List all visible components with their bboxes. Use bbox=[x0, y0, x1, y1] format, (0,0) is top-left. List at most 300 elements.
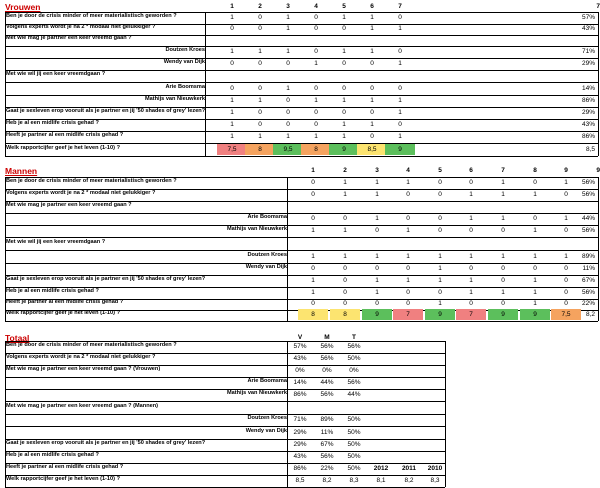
mannen-cell: 1 bbox=[501, 253, 505, 260]
mannen-cell bbox=[456, 238, 486, 249]
mannen-cell: 1 bbox=[533, 227, 537, 234]
mannen-cell bbox=[393, 201, 423, 212]
totaal-cell: 43% bbox=[293, 453, 307, 460]
vrouwen-row-label: Welk rapportcijfer geef je het leven (1-10) ? bbox=[6, 145, 120, 151]
vrouwen-col-header: 3 bbox=[286, 3, 290, 10]
vrouwen-row-label: Met wie mag je partner een keer vreemd gaan ? bbox=[6, 35, 132, 41]
mannen-cell: 1 bbox=[311, 227, 315, 234]
mannen-cell: 1 bbox=[564, 179, 568, 186]
mannen-cell: 0 bbox=[375, 265, 379, 272]
vrouwen-cell: 0 bbox=[286, 97, 290, 104]
mannen-cell: 0 bbox=[375, 227, 379, 234]
vrouwen-cell: 1 bbox=[342, 14, 346, 21]
mannen-col-header: 8 bbox=[533, 167, 537, 174]
mannen-cell: 9 bbox=[362, 309, 392, 320]
mannen-cell: 0 bbox=[501, 227, 505, 234]
vrouwen-col-header: 2 bbox=[258, 3, 262, 10]
vrouwen-cell: 1 bbox=[230, 48, 234, 55]
mannen-cell: 1 bbox=[438, 265, 442, 272]
mannen-cell: 7,5 bbox=[551, 309, 581, 320]
grid-line bbox=[5, 341, 6, 487]
mannen-row-total: 56% bbox=[581, 191, 595, 198]
vrouwen-row-label: Heb je al een midlife crisis gehad ? bbox=[6, 120, 99, 126]
vrouwen-row-label: Met wie wil jij een keer vreemdgaan ? bbox=[6, 71, 106, 77]
totaal-year-cell bbox=[397, 377, 421, 388]
mannen-cell: 1 bbox=[406, 277, 410, 284]
totaal-year-cell bbox=[397, 414, 421, 425]
vrouwen-cell: 0 bbox=[342, 85, 346, 92]
vrouwen-cell: 1 bbox=[258, 97, 262, 104]
mannen-cell: 1 bbox=[375, 179, 379, 186]
vrouwen-cell: 0 bbox=[258, 85, 262, 92]
grid-line bbox=[5, 177, 598, 178]
vrouwen-cell bbox=[245, 34, 275, 45]
vrouwen-col-header: 1 bbox=[230, 3, 234, 10]
totaal-year-cell bbox=[369, 414, 393, 425]
totaal-year-cell: 8,3 bbox=[430, 477, 440, 484]
vrouwen-cell: 1 bbox=[230, 97, 234, 104]
vrouwen-cell: 0 bbox=[258, 25, 262, 32]
vrouwen-cell: 0 bbox=[314, 48, 318, 55]
vrouwen-cell: 0 bbox=[342, 60, 346, 67]
mannen-cell: 0 bbox=[406, 191, 410, 198]
totaal-row-label: Wendy van Dijk bbox=[245, 428, 287, 434]
vrouwen-cell: 0 bbox=[230, 85, 234, 92]
mannen-cell: 0 bbox=[343, 265, 347, 272]
vrouwen-cell: 7,5 bbox=[217, 144, 247, 155]
totaal-cell: 86% bbox=[293, 465, 307, 472]
totaal-cell: 8,5 bbox=[295, 477, 305, 484]
mannen-cell: 1 bbox=[469, 289, 473, 296]
totaal-year-cell: 8,2 bbox=[404, 477, 414, 484]
mannen-row-total: 44% bbox=[581, 215, 595, 222]
mannen-cell: 0 bbox=[343, 215, 347, 222]
vrouwen-cell: 8 bbox=[245, 144, 275, 155]
vrouwen-cell: 8,5 bbox=[357, 144, 387, 155]
vrouwen-cell: 0 bbox=[314, 25, 318, 32]
mannen-cell: 0 bbox=[438, 179, 442, 186]
totaal-year-cell bbox=[423, 377, 447, 388]
mannen-col-header: 6 bbox=[469, 167, 473, 174]
totaal-year-cell bbox=[369, 365, 393, 376]
vrouwen-cell: 1 bbox=[398, 133, 402, 140]
totaal-row-label: Heb je al een midlife crisis gehad ? bbox=[6, 452, 99, 458]
mannen-cell: 0 bbox=[501, 300, 505, 307]
mannen-row-total: 22% bbox=[581, 300, 595, 307]
mannen-cell: 1 bbox=[501, 191, 505, 198]
mannen-cell: 0 bbox=[469, 265, 473, 272]
mannen-cell bbox=[298, 238, 328, 249]
mannen-col-header: 3 bbox=[375, 167, 379, 174]
totaal-cell: 89% bbox=[320, 416, 334, 423]
mannen-cell: 0 bbox=[564, 191, 568, 198]
vrouwen-cell: 0 bbox=[370, 133, 374, 140]
mannen-cell: 0 bbox=[343, 289, 347, 296]
totaal-col-header: V bbox=[297, 334, 303, 341]
grid-line bbox=[5, 177, 6, 321]
mannen-col-header: 4 bbox=[406, 167, 410, 174]
vrouwen-cell: 1 bbox=[398, 97, 402, 104]
vrouwen-row-total bbox=[565, 70, 595, 81]
vrouwen-cell bbox=[301, 70, 331, 81]
mannen-col-header: 5 bbox=[438, 167, 442, 174]
totaal-cell: 56% bbox=[320, 391, 334, 398]
totaal-row-label: Met wie mag je partner een keer vreemd gaan ? (Mannen) bbox=[6, 403, 159, 409]
grid-line bbox=[5, 12, 598, 13]
totaal-year-cell bbox=[423, 402, 447, 413]
vrouwen-cell: 0 bbox=[314, 109, 318, 116]
mannen-cell bbox=[393, 238, 423, 249]
totaal-year-cell: 2011 bbox=[401, 465, 417, 472]
vrouwen-row-total: 29% bbox=[581, 60, 595, 67]
mannen-cell bbox=[520, 201, 550, 212]
totaal-row-label: Arie Boomsma bbox=[247, 378, 287, 384]
mannen-row-total: 67% bbox=[581, 277, 595, 284]
mannen-cell bbox=[330, 201, 360, 212]
mannen-cell: 0 bbox=[501, 277, 505, 284]
grid-line bbox=[598, 177, 599, 321]
mannen-cell: 1 bbox=[406, 227, 410, 234]
mannen-row-label: Mathijs van Nieuwkerk bbox=[227, 226, 287, 232]
vrouwen-cell bbox=[385, 34, 415, 45]
totaal-cell: 0% bbox=[322, 367, 332, 374]
mannen-row-label: Met wie wil jij een keer vreemdgaan ? bbox=[6, 239, 106, 245]
vrouwen-cell: 0 bbox=[370, 60, 374, 67]
mannen-row-label: Heb je al een midlife crisis gehad ? bbox=[6, 288, 99, 294]
mannen-row-total: 89% bbox=[581, 253, 595, 260]
mannen-col-header: 9 bbox=[564, 167, 568, 174]
vrouwen-cell: 0 bbox=[258, 14, 262, 21]
mannen-cell bbox=[425, 238, 455, 249]
mannen-cell: 0 bbox=[469, 227, 473, 234]
mannen-cell: 1 bbox=[375, 215, 379, 222]
vrouwen-cell: 0 bbox=[286, 60, 290, 67]
totaal-cell: 44% bbox=[347, 391, 361, 398]
mannen-row-label: Met wie mag je partner een keer vreemd gaan ? bbox=[6, 202, 132, 208]
mannen-row-label: Ben je door de crisis minder of meer materialistisch geworden ? bbox=[6, 178, 177, 184]
mannen-cell bbox=[488, 201, 518, 212]
vrouwen-row-total: 43% bbox=[581, 121, 595, 128]
mannen-cell: 0 bbox=[501, 265, 505, 272]
mannen-row-total: 11% bbox=[582, 265, 595, 272]
mannen-cell: 0 bbox=[311, 300, 315, 307]
totaal-year-cell bbox=[369, 353, 393, 364]
totaal-year-cell bbox=[369, 402, 393, 413]
mannen-cell: 1 bbox=[406, 253, 410, 260]
totaal-year-cell: 2010 bbox=[427, 465, 443, 472]
mannen-cell: 0 bbox=[533, 179, 537, 186]
totaal-cell: 43% bbox=[293, 355, 307, 362]
totaal-cell: 71% bbox=[293, 416, 307, 423]
totaal-cell: 56% bbox=[320, 453, 334, 460]
totaal-cell: 8,3 bbox=[349, 477, 359, 484]
totaal-year-cell bbox=[423, 414, 447, 425]
mannen-cell: 1 bbox=[564, 215, 568, 222]
vrouwen-cell: 1 bbox=[370, 121, 374, 128]
mannen-cell: 1 bbox=[375, 253, 379, 260]
mannen-cell: 0 bbox=[469, 179, 473, 186]
mannen-cell: 1 bbox=[343, 179, 347, 186]
mannen-col-header: 7 bbox=[501, 167, 505, 174]
vrouwen-cell bbox=[357, 34, 387, 45]
mannen-cell: 1 bbox=[469, 253, 473, 260]
vrouwen-cell: 1 bbox=[286, 85, 290, 92]
vrouwen-cell bbox=[273, 34, 303, 45]
vrouwen-cell: 1 bbox=[342, 97, 346, 104]
vrouwen-cell: 0 bbox=[230, 25, 234, 32]
vrouwen-row-total: 71% bbox=[581, 48, 595, 55]
totaal-year-cell bbox=[369, 341, 393, 352]
totaal-year-cell bbox=[423, 439, 447, 450]
mannen-cell: 7 bbox=[393, 309, 423, 320]
mannen-row-total bbox=[565, 201, 595, 212]
vrouwen-row-label: Wendy van Dijk bbox=[163, 59, 205, 65]
totaal-cell: 50% bbox=[347, 429, 361, 436]
mannen-cell: 1 bbox=[311, 253, 315, 260]
vrouwen-row-label: Ben je door de crisis minder of meer materialistisch geworden ? bbox=[6, 13, 177, 19]
vrouwen-cell: 1 bbox=[258, 133, 262, 140]
vrouwen-cell: 1 bbox=[314, 60, 318, 67]
vrouwen-cell: 1 bbox=[398, 25, 402, 32]
mannen-cell: 1 bbox=[533, 289, 537, 296]
vrouwen-cell: 1 bbox=[370, 97, 374, 104]
vrouwen-cell: 0 bbox=[314, 85, 318, 92]
totaal-cell: 29% bbox=[293, 429, 307, 436]
vrouwen-cell: 1 bbox=[314, 97, 318, 104]
mannen-cell bbox=[330, 238, 360, 249]
mannen-cell: 1 bbox=[469, 215, 473, 222]
totaal-year-cell bbox=[369, 439, 393, 450]
vrouwen-cell: 1 bbox=[314, 133, 318, 140]
mannen-col-header: 1 bbox=[311, 167, 315, 174]
mannen-cell: 1 bbox=[406, 179, 410, 186]
vrouwen-cell: 0 bbox=[370, 109, 374, 116]
mannen-cell: 1 bbox=[343, 253, 347, 260]
mannen-cell bbox=[488, 238, 518, 249]
totaal-cell: 50% bbox=[347, 453, 361, 460]
vrouwen-cell: 0 bbox=[314, 14, 318, 21]
grid-line bbox=[5, 156, 598, 157]
vrouwen-cell: 9 bbox=[385, 144, 415, 155]
grid-line bbox=[5, 321, 598, 322]
mannen-cell: 0 bbox=[343, 300, 347, 307]
mannen-cell: 0 bbox=[469, 300, 473, 307]
grid-line bbox=[205, 12, 206, 156]
mannen-row-total: 56% bbox=[581, 227, 595, 234]
vrouwen-cell: 0 bbox=[398, 121, 402, 128]
mannen-row-total: 8,2 bbox=[585, 311, 595, 318]
totaal-year-cell bbox=[423, 365, 447, 376]
mannen-cell: 9 bbox=[520, 309, 550, 320]
vrouwen-row-total: 29% bbox=[581, 109, 595, 116]
totaal-cell: 50% bbox=[347, 441, 361, 448]
mannen-row-total: 56% bbox=[581, 179, 595, 186]
totaal-row-label: Doutzen Kroes bbox=[247, 415, 287, 421]
vrouwen-row-total: 57% bbox=[581, 14, 595, 21]
totaal-cell: 67% bbox=[320, 441, 334, 448]
mannen-cell: 0 bbox=[564, 289, 568, 296]
vrouwen-cell bbox=[273, 70, 303, 81]
grid-line bbox=[287, 341, 288, 487]
totaal-cell: 22% bbox=[320, 465, 334, 472]
totaal-cell: 14% bbox=[293, 379, 307, 386]
totaal-year-cell: 8,1 bbox=[376, 477, 386, 484]
totaal-year-cell: 2012 bbox=[373, 465, 389, 472]
mannen-row-total: 56% bbox=[581, 289, 595, 296]
mannen-cell: 9 bbox=[488, 309, 518, 320]
mannen-cell: 0 bbox=[343, 277, 347, 284]
totaal-row-label: Ben je door de crisis minder of meer materialistisch geworden ? bbox=[6, 342, 177, 348]
vrouwen-row-total bbox=[565, 34, 595, 45]
vrouwen-cell: 0 bbox=[258, 109, 262, 116]
vrouwen-row-total: 86% bbox=[581, 97, 595, 104]
mannen-cell: 1 bbox=[533, 300, 537, 307]
mannen-cell: 1 bbox=[311, 289, 315, 296]
totaal-year-cell bbox=[397, 353, 421, 364]
vrouwen-cell: 1 bbox=[258, 48, 262, 55]
mannen-cell: 1 bbox=[533, 277, 537, 284]
vrouwen-cell: 0 bbox=[314, 121, 318, 128]
mannen-cell bbox=[425, 201, 455, 212]
vrouwen-cell: 0 bbox=[258, 121, 262, 128]
mannen-cell: 0 bbox=[564, 265, 568, 272]
grid-line bbox=[5, 341, 445, 342]
totaal-cell bbox=[286, 402, 314, 413]
vrouwen-cell: 8 bbox=[301, 144, 331, 155]
totaal-cell: 11% bbox=[320, 429, 334, 436]
vrouwen-col-header: 7 bbox=[398, 3, 402, 10]
grid-line bbox=[598, 12, 599, 156]
mannen-cell: 9 bbox=[425, 309, 455, 320]
vrouwen-row-label: Volgens experts wordt je na 2 * modaal niet gelukkiger ? bbox=[6, 24, 156, 30]
vrouwen-cell: 1 bbox=[286, 14, 290, 21]
totaal-cell: 56% bbox=[320, 355, 334, 362]
vrouwen-row-label: Mathijs van Nieuwkerk bbox=[145, 96, 205, 102]
totaal-col-header: M bbox=[324, 334, 330, 341]
mannen-cell: 1 bbox=[501, 289, 505, 296]
vrouwen-cell: 9 bbox=[329, 144, 359, 155]
mannen-cell: 1 bbox=[564, 253, 568, 260]
mannen-cell: 1 bbox=[469, 277, 473, 284]
totaal-cell bbox=[313, 402, 341, 413]
mannen-cell: 0 bbox=[438, 227, 442, 234]
vrouwen-cell: 1 bbox=[230, 109, 234, 116]
mannen-cell: 1 bbox=[375, 289, 379, 296]
totaal-cell: 56% bbox=[320, 343, 334, 350]
vrouwen-row-total: 14% bbox=[581, 85, 595, 92]
totaal-cell bbox=[340, 402, 368, 413]
mannen-cell: 0 bbox=[564, 300, 568, 307]
mannen-row-total bbox=[565, 238, 595, 249]
mannen-cell bbox=[362, 201, 392, 212]
vrouwen-cell: 0 bbox=[286, 121, 290, 128]
mannen-cell: 1 bbox=[343, 191, 347, 198]
totaal-year-cell bbox=[423, 389, 447, 400]
totaal-year-cell bbox=[397, 427, 421, 438]
mannen-cell bbox=[456, 201, 486, 212]
vrouwen-col-header: 6 bbox=[370, 3, 374, 10]
mannen-cell: 1 bbox=[438, 300, 442, 307]
totaal-row-label: Met wie mag je partner een keer vreemd gaan ? (Vrouwen) bbox=[6, 366, 161, 372]
vrouwen-row-total: 43% bbox=[581, 25, 595, 32]
mannen-cell: 1 bbox=[533, 191, 537, 198]
vrouwen-cell: 0 bbox=[398, 48, 402, 55]
mannen-cell: 1 bbox=[311, 277, 315, 284]
totaal-year-cell bbox=[397, 439, 421, 450]
vrouwen-cell bbox=[217, 70, 247, 81]
mannen-cell: 0 bbox=[311, 179, 315, 186]
mannen-cell: 8 bbox=[298, 309, 328, 320]
mannen-cell bbox=[520, 238, 550, 249]
totaal-cell: 56% bbox=[347, 379, 361, 386]
mannen-cell: 0 bbox=[311, 215, 315, 222]
vrouwen-cell: 1 bbox=[286, 48, 290, 55]
mannen-cell: 0 bbox=[406, 300, 410, 307]
vrouwen-cell bbox=[357, 70, 387, 81]
vrouwen-cell: 0 bbox=[370, 85, 374, 92]
grid-line bbox=[5, 12, 6, 156]
totaal-year-cell bbox=[369, 427, 393, 438]
totaal-row-label: Mathijs van Nieuwkerk bbox=[227, 390, 287, 396]
totaal-col-header: T bbox=[352, 334, 356, 341]
totaal-year-cell bbox=[397, 389, 421, 400]
mannen-cell: 1 bbox=[343, 227, 347, 234]
mannen-cell: 1 bbox=[469, 191, 473, 198]
mannen-cell: 0 bbox=[564, 227, 568, 234]
totaal-cell: 44% bbox=[320, 379, 334, 386]
mannen-row-label: Heeft je partner al een midlife crisis gehad ? bbox=[6, 299, 124, 305]
totaal-row-label: Welk rapportcijfer geef je het leven (1-10) ? bbox=[6, 476, 120, 482]
vrouwen-row-label: Heeft je partner al een midlife crisis gehad ? bbox=[6, 132, 124, 138]
vrouwen-cell: 0 bbox=[230, 60, 234, 67]
totaal-title: Totaal bbox=[5, 333, 30, 343]
mannen-cell: 0 bbox=[564, 277, 568, 284]
vrouwen-cell bbox=[329, 70, 359, 81]
vrouwen-row-label: Gaat je sexleven erop vooruit als je partner en jij '50 shades of grey' lezen? bbox=[6, 108, 206, 114]
mannen-row-label: Welk rapportcijfer geef je het leven (1-10) ? bbox=[6, 310, 120, 316]
totaal-cell: 29% bbox=[293, 441, 307, 448]
mannen-cell: 0 bbox=[406, 265, 410, 272]
mannen-cell: 1 bbox=[438, 253, 442, 260]
mannen-cell: 0 bbox=[438, 191, 442, 198]
mannen-cell: 0 bbox=[438, 289, 442, 296]
mannen-cell: 0 bbox=[533, 265, 537, 272]
totaal-cell: 50% bbox=[347, 465, 361, 472]
vrouwen-row-label: Doutzen Kroes bbox=[165, 47, 205, 53]
totaal-year-cell bbox=[397, 341, 421, 352]
totaal-year-cell bbox=[423, 451, 447, 462]
mannen-cell: 1 bbox=[438, 277, 442, 284]
mannen-cell bbox=[298, 201, 328, 212]
vrouwen-cell: 1 bbox=[398, 60, 402, 67]
mannen-cell: 0 bbox=[406, 289, 410, 296]
mannen-cell: 1 bbox=[533, 253, 537, 260]
totaal-year-cell bbox=[369, 389, 393, 400]
mannen-cell: 1 bbox=[501, 215, 505, 222]
totaal-cell: 86% bbox=[293, 391, 307, 398]
vrouwen-cell: 1 bbox=[342, 48, 346, 55]
vrouwen-cell: 1 bbox=[230, 121, 234, 128]
mannen-cell: 7 bbox=[456, 309, 486, 320]
vrouwen-cell: 0 bbox=[258, 60, 262, 67]
vrouwen-title: Vrouwen bbox=[5, 2, 41, 12]
vrouwen-cell: 1 bbox=[370, 25, 374, 32]
totaal-year-cell bbox=[369, 377, 393, 388]
vrouwen-cell: 0 bbox=[398, 85, 402, 92]
mannen-cell bbox=[362, 238, 392, 249]
totaal-cell: 50% bbox=[347, 416, 361, 423]
mannen-cell: 0 bbox=[438, 215, 442, 222]
